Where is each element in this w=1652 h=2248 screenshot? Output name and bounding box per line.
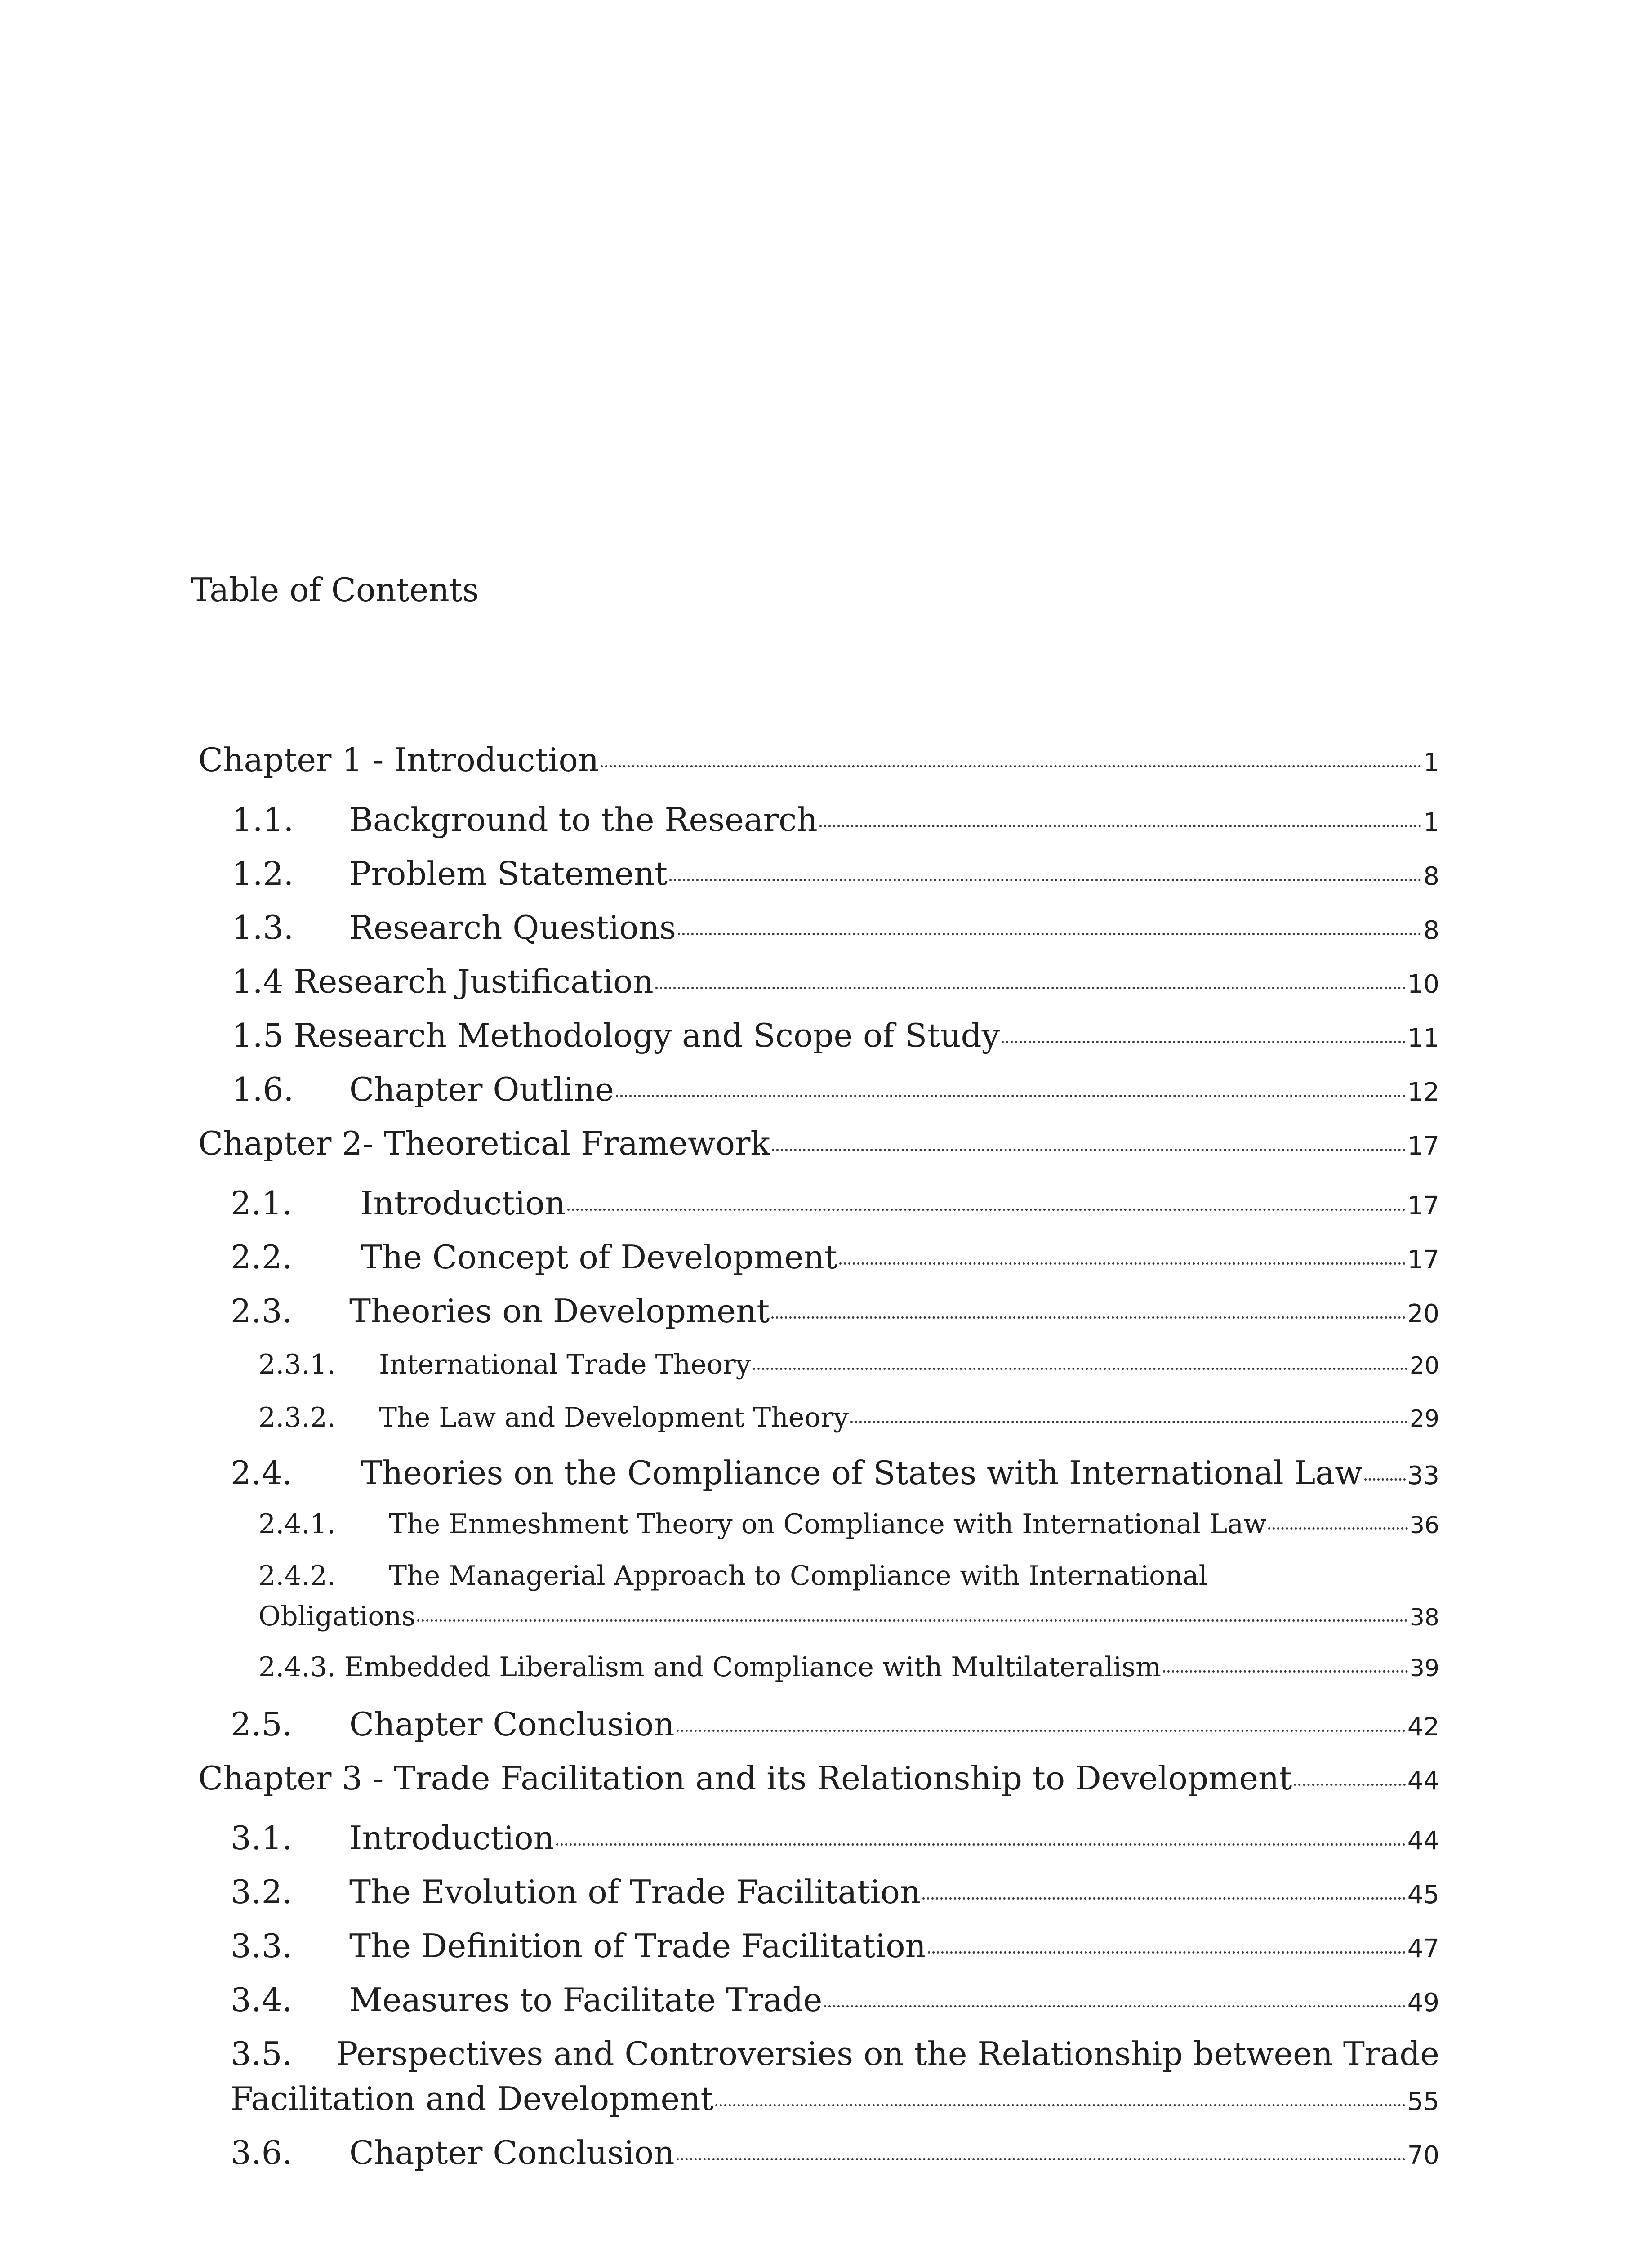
toc-entry-number: 2.5. <box>231 1705 293 1743</box>
dot-leader <box>1294 1784 1405 1786</box>
toc-entry-number: 1.1. <box>232 801 294 839</box>
toc-page-number: 33 <box>1407 1461 1439 1490</box>
toc-entry-1-6[interactable] <box>232 1067 1439 1115</box>
toc-page-number: 20 <box>1409 1352 1439 1379</box>
toc-page-number: 8 <box>1423 862 1439 891</box>
toc-entry-number: 3.1. <box>231 1819 293 1857</box>
toc-entry-title: The Evolution of Trade Facilitation <box>349 1873 921 1911</box>
toc-entry-3-4[interactable] <box>231 1977 1439 2025</box>
dot-leader <box>677 1730 1406 1732</box>
toc-entry-number: 2.3.2. <box>258 1402 336 1433</box>
toc-entry-title: 1.4 Research Justification <box>232 963 654 1000</box>
dot-leader <box>1364 1478 1406 1481</box>
toc-entry-number: 2.1. <box>231 1184 293 1222</box>
toc-page-number: 17 <box>1407 1191 1439 1221</box>
toc-entry-number: 3.6. <box>231 2134 293 2172</box>
toc-chapter-2[interactable] <box>198 1121 1439 1169</box>
toc-page-number: 44 <box>1407 1826 1439 1855</box>
toc-entry-title: Chapter Conclusion <box>349 2134 675 2172</box>
toc-entry-title: Chapter 1 - Introduction <box>198 741 599 779</box>
toc-entry-1-3[interactable] <box>232 905 1439 953</box>
dot-leader <box>839 1262 1406 1265</box>
toc-entry-1-5[interactable] <box>232 1013 1439 1061</box>
dot-leader <box>616 1095 1406 1097</box>
toc-entry-2-4-1[interactable] <box>258 1504 1439 1546</box>
toc-page-number: 29 <box>1409 1405 1439 1432</box>
toc-entry-number: 2.2. <box>231 1238 293 1276</box>
dot-leader <box>819 825 1422 827</box>
dot-leader <box>771 1316 1406 1319</box>
toc-page-number: 12 <box>1407 1078 1439 1107</box>
dot-leader <box>678 933 1421 935</box>
toc-entry-2-1[interactable] <box>231 1181 1439 1229</box>
toc-entry-1-1[interactable] <box>232 797 1439 845</box>
toc-page-number: 45 <box>1407 1880 1439 1909</box>
toc-entry-title: The Definition of Trade Facilitation <box>349 1927 926 1965</box>
toc-entry-3-3[interactable] <box>231 1923 1439 1971</box>
toc-entry-number: 1.3. <box>232 909 294 946</box>
dot-leader <box>677 2158 1406 2160</box>
toc-page-number: 10 <box>1407 970 1439 999</box>
toc-page-number: 44 <box>1407 1766 1439 1796</box>
dot-leader <box>655 987 1406 989</box>
toc-entry-3-6[interactable] <box>231 2130 1439 2178</box>
toc-entry-2-5[interactable] <box>231 1702 1439 1750</box>
dot-leader <box>850 1421 1408 1423</box>
toc-page-number: 38 <box>1409 1604 1439 1631</box>
toc-entry-number: 3.5. <box>231 2035 293 2073</box>
toc-entry-title: International Trade Theory <box>379 1349 751 1380</box>
toc-entry-title: Introduction <box>361 1184 566 1222</box>
dot-leader <box>601 765 1421 767</box>
toc-entry-number: 2.4. <box>231 1454 293 1492</box>
dot-leader <box>567 1209 1406 1211</box>
toc-page-number: 47 <box>1407 1934 1439 1963</box>
toc-entry-title: Chapter 2- Theoretical Framework <box>198 1124 770 1162</box>
toc-page-number: 39 <box>1409 1655 1439 1682</box>
toc-entry-title: Background to the Research <box>349 801 818 839</box>
toc-entry-title: Chapter 3 - Trade Facilitation and its Relationship to Development <box>198 1759 1292 1797</box>
dot-leader <box>556 1843 1406 1846</box>
toc-chapter-3[interactable] <box>198 1756 1439 1804</box>
toc-page-number: 8 <box>1423 916 1439 945</box>
toc-page-number: 11 <box>1407 1024 1439 1053</box>
page-title: Table of Contents <box>191 571 479 609</box>
toc-entry-2-4-3[interactable] <box>258 1647 1439 1689</box>
toc-page-number: 17 <box>1407 1245 1439 1275</box>
toc-entry-2-3-1[interactable] <box>258 1344 1439 1386</box>
toc-page-number: 36 <box>1409 1512 1439 1539</box>
toc-entry-number: 2.3.1. <box>258 1349 336 1380</box>
toc-entry-1-2[interactable] <box>232 851 1439 899</box>
toc-entry-3-5[interactable] <box>231 2031 1439 2124</box>
toc-entry-title: Problem Statement <box>349 855 668 892</box>
toc-entry-number: 2.3. <box>231 1292 293 1330</box>
toc-entry-number: 2.4.2. <box>258 1560 336 1592</box>
dot-leader <box>1268 1527 1407 1530</box>
toc-entry-2-4[interactable] <box>231 1450 1439 1499</box>
toc-entry-title-continued: Obligations <box>258 1601 416 1632</box>
toc-entry-2-3-2[interactable] <box>258 1397 1439 1439</box>
toc-entry-number: 3.4. <box>231 1981 293 2019</box>
toc-page-number: 1 <box>1423 748 1439 777</box>
toc-entry-title: Research Questions <box>349 909 676 946</box>
dot-leader <box>1163 1670 1408 1673</box>
toc-entry-number: 1.6. <box>232 1070 294 1108</box>
toc-entry-title: The Concept of Development <box>361 1238 837 1276</box>
toc-entry-title: The Law and Development Theory <box>379 1402 849 1433</box>
dot-leader <box>772 1149 1406 1151</box>
toc-entry-3-2[interactable] <box>231 1869 1439 1918</box>
toc-page-number: 55 <box>1407 2087 1439 2116</box>
toc-entry-title: The Managerial Approach to Compliance with International <box>389 1560 1207 1592</box>
dot-leader <box>928 1951 1406 1954</box>
dot-leader <box>922 1897 1406 1900</box>
toc-entry-title-continued: Facilitation and Development <box>231 2080 714 2118</box>
toc-entry-title: The Enmeshment Theory on Compliance with International Law <box>389 1508 1267 1540</box>
toc-entry-2-3[interactable] <box>231 1289 1439 1337</box>
dot-leader <box>753 1368 1408 1370</box>
toc-entry-number: 3.3. <box>231 1927 293 1965</box>
toc-page-number: 49 <box>1407 1988 1439 2017</box>
dot-leader <box>669 879 1421 881</box>
toc-entry-number: 3.2. <box>231 1873 293 1911</box>
toc-entry-1-4[interactable] <box>232 959 1439 1007</box>
toc-page-number: 1 <box>1423 808 1439 837</box>
toc-page-number: 70 <box>1407 2141 1439 2170</box>
toc-entry-2-4-2[interactable] <box>258 1556 1439 1638</box>
toc-entry-title: 2.4.3. Embedded Liberalism and Compliance with Multilateralism <box>258 1651 1162 1683</box>
dot-leader <box>417 1619 1408 1622</box>
toc-entry-title: 1.5 Research Methodology and Scope of Study <box>232 1017 1000 1054</box>
toc-entry-3-1[interactable] <box>231 1815 1439 1864</box>
toc-entry-title: Introduction <box>349 1819 554 1857</box>
toc-entry-number: 1.2. <box>232 855 294 892</box>
toc-entry-title: Measures to Facilitate Trade <box>349 1981 823 2019</box>
toc-entry-number: 2.4.1. <box>258 1508 336 1540</box>
toc-page-number: 17 <box>1407 1132 1439 1161</box>
dot-leader <box>1002 1041 1405 1043</box>
toc-page-number: 20 <box>1407 1299 1439 1329</box>
toc-entry-2-2[interactable] <box>231 1235 1439 1283</box>
toc-entry-title: Perspectives and Controversies on the Relationship between Trade <box>336 2035 1439 2073</box>
toc-entry-title: Theories on the Compliance of States with International Law <box>361 1454 1363 1492</box>
toc-entry-title: Chapter Conclusion <box>349 1705 675 1743</box>
toc-chapter-1[interactable] <box>198 737 1439 785</box>
toc-entry-title: Theories on Development <box>349 1292 770 1330</box>
toc-entry-title: Chapter Outline <box>349 1070 614 1108</box>
dot-leader <box>715 2104 1405 2106</box>
dot-leader <box>824 2005 1405 2007</box>
toc-page-number: 42 <box>1407 1713 1439 1742</box>
